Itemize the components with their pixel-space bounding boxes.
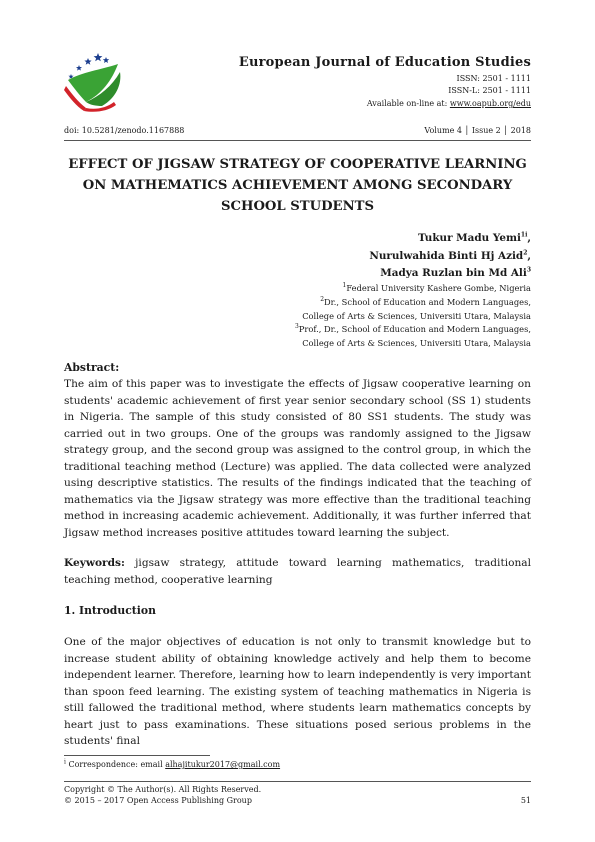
author-name: Nurulwahida Binti Hj Azid: [369, 250, 524, 262]
page-number: 51: [520, 796, 531, 805]
title-line: EFFECT OF JIGSAW STRATEGY OF COOPERATIVE LEARNING: [68, 157, 527, 172]
copyright: Copyright © The Author(s). All Rights Reserved.: [64, 785, 262, 794]
author: [380, 267, 531, 279]
footnote-label: Correspondence: email: [65, 760, 166, 769]
author-sep: ,: [527, 232, 531, 244]
publisher: © 2015 – 2017 Open Access Publishing Group: [64, 796, 252, 805]
author-sup: 2: [523, 249, 528, 257]
abstract-heading: Abstract:: [64, 361, 120, 374]
title-line: ON MATHEMATICS ACHIEVEMENT AMONG SECONDARY: [82, 178, 513, 193]
affiliation: [320, 295, 531, 309]
author-name: Madya Ruzlan bin Md Ali: [380, 267, 527, 279]
affiliation-sup: 1: [342, 282, 347, 290]
correspondence-email-link[interactable]: alhajitukur2017@gmail.com: [165, 760, 281, 769]
affiliation-cont: College of Arts & Sciences, Universiti Utara, Malaysia: [302, 311, 531, 321]
issn-l: ISSN-L: 2501 - 1111: [448, 86, 531, 95]
author-sup: 1i: [520, 231, 528, 239]
affiliation: [295, 322, 531, 336]
section-heading: 1. Introduction: [64, 604, 156, 617]
footer-divider: [64, 781, 531, 782]
author-name: Tukur Madu Yemi: [417, 232, 521, 244]
author-sep: ,: [527, 250, 531, 262]
affiliation-text: Dr., School of Education and Modern Languages,: [324, 297, 531, 307]
online-availability: [367, 98, 531, 109]
author: [369, 250, 531, 262]
abstract-body: The aim of this paper was to investigate the effects of Jigsaw cooperative learning on students' academic achievement of first year senior secondary school (SS 1) students in Nigeria. The sample of this study consisted of 80 SS1 students. The study was carried out in two groups. One of the groups was randomly assigned to the Jigsaw strategy group, and the second group was assigned to the control group, in which the traditional teaching method (Lecture) was applied. The data collected were analyzed using descriptive statistics. The results of the findings indicated that the teaching of mathematics via the Jigsaw strategy was more effective than the traditional teaching method in increasing academic achievement. Additionally, it was further inferred that Jigsaw method increases positive attitudes toward learning the subject.: [64, 378, 531, 539]
affiliation: [343, 281, 531, 295]
keywords-label: Keywords:: [64, 557, 125, 569]
journal-name: European Journal of Education Studies: [238, 55, 531, 70]
issn: ISSN: 2501 - 1111: [456, 74, 531, 83]
affiliation-text: Federal University Kashere Gombe, Nigeria: [346, 283, 531, 293]
header-divider: [64, 140, 531, 141]
keywords: [64, 555, 531, 588]
affiliation-text: Prof., Dr., School of Education and Modern Languages,: [298, 324, 531, 334]
doi-volume-row: [64, 126, 531, 135]
affiliation-sup: 3: [294, 323, 299, 331]
online-label: Available on-line at:: [366, 99, 450, 108]
journal-website-link[interactable]: www.oapub.org/edu: [449, 99, 531, 108]
title-line: SCHOOL STUDENTS: [220, 199, 375, 214]
doi: doi: 10.5281/zenodo.1167888: [64, 126, 185, 135]
author-sup: 3: [526, 266, 531, 274]
introduction-body: One of the major objectives of education is not only to transmit knowledge but to increase student ability of obtaining knowledge actively and help them to become independent learner. Therefore, learning how to learn independently is very important than spoon feed learning. The existing system of teaching mathematics in Nigeria is still fallowed the traditional method, where students learn mathematics concepts by heart just to pass examinations. These situations posed serious problems in the students' final: [64, 636, 531, 747]
correspondence-footnote: [64, 760, 280, 769]
footnote-divider: [64, 755, 210, 756]
keywords-text: jigsaw strategy, attitude toward learning mathematics, traditional teaching method, cooperative learning: [64, 557, 531, 586]
paper-title: [64, 154, 531, 217]
volume-issue: Volume 4 │ Issue 2 │ 2018: [424, 126, 531, 135]
footnote-marker: i: [64, 758, 66, 766]
affiliation-sup: 2: [320, 296, 325, 304]
open-book-icon: [64, 64, 120, 112]
author: [418, 232, 531, 244]
affiliation-cont: College of Arts & Sciences, Universiti Utara, Malaysia: [302, 338, 531, 348]
journal-logo: [62, 50, 126, 112]
